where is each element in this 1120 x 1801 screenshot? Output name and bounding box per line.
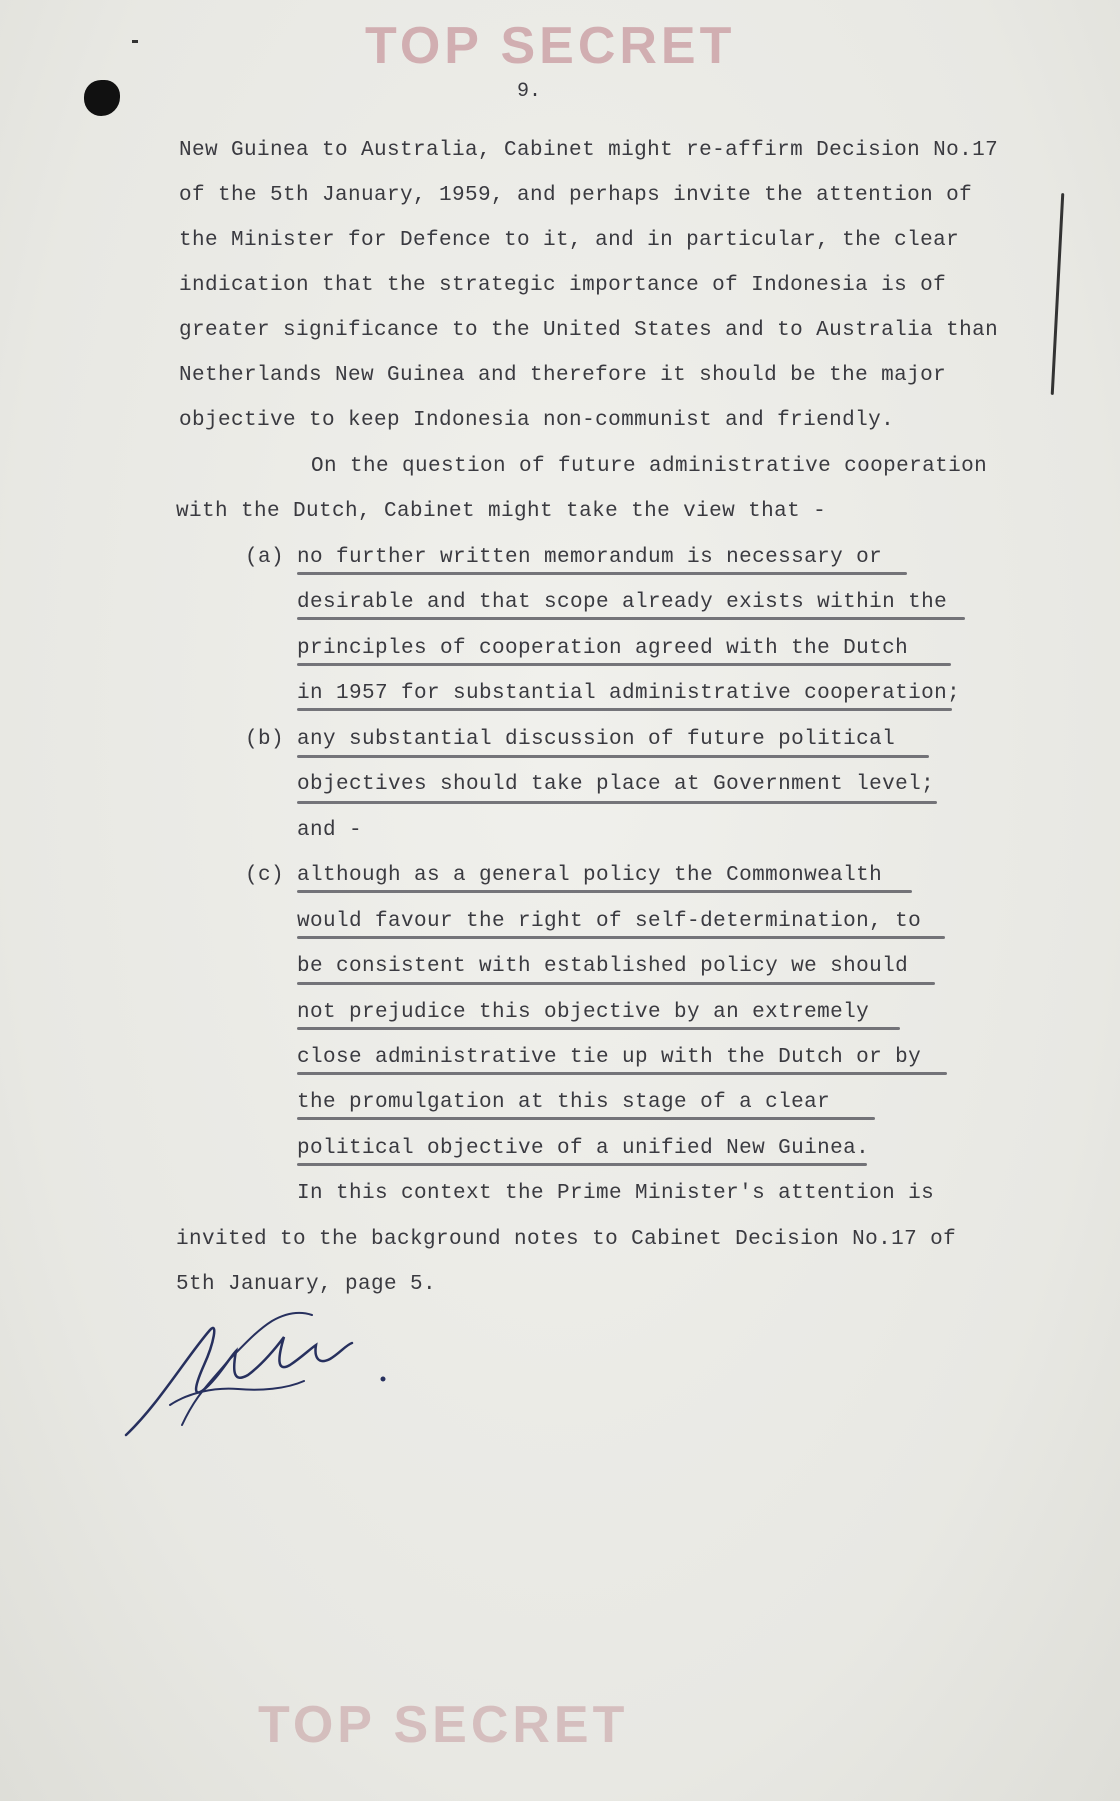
body-line: of the 5th January, 1959, and perhaps invite the attention of: [179, 184, 973, 207]
top-secret-stamp: TOP SECRET: [258, 1696, 629, 1754]
top-secret-stamp: TOP SECRET: [365, 17, 736, 75]
margin-vertical-mark: [1051, 193, 1065, 395]
pencil-underline: [297, 801, 937, 804]
pencil-underline: [297, 1117, 875, 1120]
body-line: greater significance to the United States and to Australia than: [179, 319, 999, 342]
item-label-a: (a): [245, 546, 285, 569]
body-line: with the Dutch, Cabinet might take the view that -: [176, 500, 827, 523]
body-line: invited to the background notes to Cabinet Decision No.17 of: [176, 1228, 957, 1251]
pencil-underline: [297, 617, 965, 620]
ink-speck: [132, 40, 138, 43]
item-c-line: political objective of a unified New Guinea.: [297, 1137, 870, 1160]
body-line: On the question of future administrative cooperation: [311, 455, 988, 478]
pencil-underline: [297, 1163, 867, 1166]
body-line: In this context the Prime Minister's attention is: [297, 1182, 935, 1205]
pencil-underline: [297, 1027, 900, 1030]
item-label-c: (c): [245, 864, 285, 887]
item-c-line: although as a general policy the Commonwealth: [297, 864, 883, 887]
page-number: 9.: [517, 80, 542, 103]
body-line: indication that the strategic importance of Indonesia is of: [179, 274, 947, 297]
body-line: Netherlands New Guinea and therefore it should be the major: [179, 364, 947, 387]
item-a-line: in 1957 for substantial administrative cooperation;: [297, 682, 961, 705]
pencil-underline: [297, 755, 929, 758]
pencil-underline: [297, 936, 945, 939]
item-label-b: (b): [245, 728, 285, 751]
pencil-underline: [297, 890, 912, 893]
item-b-line: and -: [297, 819, 363, 842]
item-a-line: principles of cooperation agreed with the Dutch: [297, 637, 909, 660]
body-line: 5th January, page 5.: [176, 1273, 437, 1296]
handwritten-signature: [118, 1285, 398, 1445]
body-line: New Guinea to Australia, Cabinet might re-affirm Decision No.17: [179, 139, 999, 162]
punch-hole: [84, 80, 120, 116]
item-c-line: the promulgation at this stage of a clear: [297, 1091, 831, 1114]
item-c-line: close administrative tie up with the Dutch or by: [297, 1046, 922, 1069]
item-a-line: no further written memorandum is necessary or: [297, 546, 883, 569]
pencil-underline: [297, 982, 935, 985]
body-line: objective to keep Indonesia non-communist and friendly.: [179, 409, 895, 432]
pencil-underline: [297, 663, 951, 666]
item-b-line: objectives should take place at Government level;: [297, 773, 935, 796]
item-a-line: desirable and that scope already exists within the: [297, 591, 948, 614]
item-c-line: not prejudice this objective by an extremely: [297, 1001, 870, 1024]
body-line: the Minister for Defence to it, and in particular, the clear: [179, 229, 960, 252]
pencil-underline: [297, 572, 907, 575]
item-c-line: be consistent with established policy we should: [297, 955, 909, 978]
item-b-line: any substantial discussion of future political: [297, 728, 896, 751]
item-c-line: would favour the right of self-determination, to: [297, 910, 922, 933]
pencil-underline: [297, 1072, 947, 1075]
pencil-underline: [297, 708, 952, 711]
